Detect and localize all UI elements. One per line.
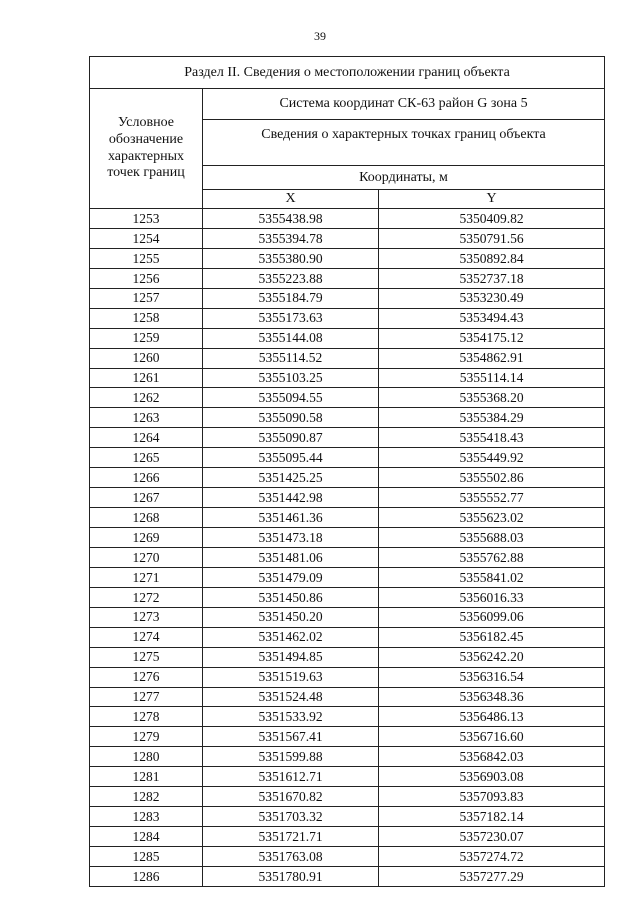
point-id-cell: 1269 bbox=[90, 528, 203, 548]
coordinates-header: Координаты, м bbox=[203, 166, 605, 190]
section-title: Раздел II. Сведения о местоположении границ объекта bbox=[90, 57, 605, 89]
table-row bbox=[90, 488, 605, 508]
table-row bbox=[90, 727, 605, 747]
y-coordinate-cell: 5355502.86 bbox=[379, 468, 605, 488]
point-id-cell: 1256 bbox=[90, 268, 203, 288]
y-coordinate-cell: 5356486.13 bbox=[379, 707, 605, 727]
point-label-header: Условное обозначение характерных точек границ bbox=[90, 89, 203, 209]
x-coordinate-cell: 5351703.32 bbox=[203, 807, 379, 827]
point-id-cell: 1253 bbox=[90, 209, 203, 229]
point-id-cell: 1262 bbox=[90, 388, 203, 408]
point-id-cell: 1271 bbox=[90, 567, 203, 587]
y-coordinate-cell: 5356842.03 bbox=[379, 747, 605, 767]
point-id-cell: 1280 bbox=[90, 747, 203, 767]
table-row bbox=[90, 428, 605, 448]
table-row bbox=[90, 627, 605, 647]
y-coordinate-cell: 5356182.45 bbox=[379, 627, 605, 647]
y-coordinate-cell: 5353230.49 bbox=[379, 288, 605, 308]
point-id-cell: 1286 bbox=[90, 866, 203, 886]
x-coordinate-cell: 5351780.91 bbox=[203, 866, 379, 886]
y-coordinate-cell: 5350892.84 bbox=[379, 248, 605, 268]
x-coordinate-cell: 5355095.44 bbox=[203, 448, 379, 468]
y-coordinate-cell: 5354862.91 bbox=[379, 348, 605, 368]
x-coordinate-cell: 5351462.02 bbox=[203, 627, 379, 647]
x-coordinate-cell: 5355438.98 bbox=[203, 209, 379, 229]
y-coordinate-cell: 5356016.33 bbox=[379, 587, 605, 607]
y-coordinate-cell: 5357230.07 bbox=[379, 827, 605, 847]
x-coordinate-cell: 5355223.88 bbox=[203, 268, 379, 288]
x-coordinate-cell: 5355380.90 bbox=[203, 248, 379, 268]
x-coordinate-cell: 5351461.36 bbox=[203, 508, 379, 528]
coordinates-table bbox=[89, 56, 605, 887]
x-coordinate-cell: 5351442.98 bbox=[203, 488, 379, 508]
y-coordinate-cell: 5355623.02 bbox=[379, 508, 605, 528]
boundary-points-info-header: Сведения о характерных точках границ объекта bbox=[203, 120, 605, 166]
point-id-cell: 1279 bbox=[90, 727, 203, 747]
y-coordinate-cell: 5355384.29 bbox=[379, 408, 605, 428]
table-row bbox=[90, 647, 605, 667]
point-id-cell: 1281 bbox=[90, 767, 203, 787]
table-row bbox=[90, 448, 605, 468]
table-row bbox=[90, 547, 605, 567]
point-id-cell: 1267 bbox=[90, 488, 203, 508]
table-row bbox=[90, 508, 605, 528]
x-coordinate-cell: 5355173.63 bbox=[203, 308, 379, 328]
x-coordinate-cell: 5351481.06 bbox=[203, 547, 379, 567]
table-row bbox=[90, 827, 605, 847]
table-row bbox=[90, 468, 605, 488]
page-number: 39 bbox=[314, 29, 326, 43]
x-coordinate-cell: 5351519.63 bbox=[203, 667, 379, 687]
point-id-cell: 1258 bbox=[90, 308, 203, 328]
y-coordinate-cell: 5355114.14 bbox=[379, 368, 605, 388]
coordinate-system-header: Система координат СК-63 район G зона 5 bbox=[203, 89, 605, 120]
point-id-cell: 1283 bbox=[90, 807, 203, 827]
point-id-cell: 1275 bbox=[90, 647, 203, 667]
x-coordinate-cell: 5351425.25 bbox=[203, 468, 379, 488]
table-row bbox=[90, 348, 605, 368]
point-id-cell: 1265 bbox=[90, 448, 203, 468]
table-header bbox=[90, 57, 605, 209]
table-row bbox=[90, 767, 605, 787]
x-coordinate-cell: 5351479.09 bbox=[203, 567, 379, 587]
point-id-cell: 1268 bbox=[90, 508, 203, 528]
point-id-cell: 1255 bbox=[90, 248, 203, 268]
table-row bbox=[90, 368, 605, 388]
table-row bbox=[90, 747, 605, 767]
point-id-cell: 1254 bbox=[90, 228, 203, 248]
point-id-cell: 1270 bbox=[90, 547, 203, 567]
table-row bbox=[90, 408, 605, 428]
table-row bbox=[90, 687, 605, 707]
y-coordinate-cell: 5355762.88 bbox=[379, 547, 605, 567]
y-coordinate-cell: 5355418.43 bbox=[379, 428, 605, 448]
y-coordinate-cell: 5356316.54 bbox=[379, 667, 605, 687]
table-row bbox=[90, 288, 605, 308]
table-row bbox=[90, 587, 605, 607]
point-id-cell: 1272 bbox=[90, 587, 203, 607]
y-coordinate-cell: 5352737.18 bbox=[379, 268, 605, 288]
y-coordinate-cell: 5355841.02 bbox=[379, 567, 605, 587]
y-coordinate-cell: 5353494.43 bbox=[379, 308, 605, 328]
point-id-cell: 1257 bbox=[90, 288, 203, 308]
point-id-cell: 1273 bbox=[90, 607, 203, 627]
table-row bbox=[90, 847, 605, 867]
x-coordinate-cell: 5351450.20 bbox=[203, 607, 379, 627]
table-row bbox=[90, 228, 605, 248]
y-coordinate-cell: 5355368.20 bbox=[379, 388, 605, 408]
point-id-cell: 1277 bbox=[90, 687, 203, 707]
table-row bbox=[90, 866, 605, 886]
x-coordinate-cell: 5355103.25 bbox=[203, 368, 379, 388]
point-id-cell: 1260 bbox=[90, 348, 203, 368]
x-coordinate-cell: 5351533.92 bbox=[203, 707, 379, 727]
x-coordinate-cell: 5351494.85 bbox=[203, 647, 379, 667]
x-coordinate-cell: 5355144.08 bbox=[203, 328, 379, 348]
table-row bbox=[90, 388, 605, 408]
y-coordinate-cell: 5355688.03 bbox=[379, 528, 605, 548]
x-coordinate-cell: 5355394.78 bbox=[203, 228, 379, 248]
x-coordinate-cell: 5351721.71 bbox=[203, 827, 379, 847]
y-coordinate-cell: 5357274.72 bbox=[379, 847, 605, 867]
y-coordinate-cell: 5357277.29 bbox=[379, 866, 605, 886]
point-id-cell: 1266 bbox=[90, 468, 203, 488]
point-id-cell: 1261 bbox=[90, 368, 203, 388]
table-body bbox=[90, 209, 605, 887]
y-coordinate-cell: 5354175.12 bbox=[379, 328, 605, 348]
y-coordinate-cell: 5355552.77 bbox=[379, 488, 605, 508]
table-row bbox=[90, 667, 605, 687]
table-row bbox=[90, 209, 605, 229]
point-id-cell: 1259 bbox=[90, 328, 203, 348]
point-id-cell: 1263 bbox=[90, 408, 203, 428]
x-coordinate-cell: 5355090.58 bbox=[203, 408, 379, 428]
y-coordinate-cell: 5356242.20 bbox=[379, 647, 605, 667]
table-row bbox=[90, 787, 605, 807]
y-coordinate-cell: 5356716.60 bbox=[379, 727, 605, 747]
x-coordinate-cell: 5355094.55 bbox=[203, 388, 379, 408]
point-id-cell: 1264 bbox=[90, 428, 203, 448]
y-coordinate-cell: 5350409.82 bbox=[379, 209, 605, 229]
x-coordinate-cell: 5351524.48 bbox=[203, 687, 379, 707]
y-coordinate-cell: 5356099.06 bbox=[379, 607, 605, 627]
y-coordinate-cell: 5356903.08 bbox=[379, 767, 605, 787]
table-row bbox=[90, 328, 605, 348]
table-row bbox=[90, 807, 605, 827]
table-row bbox=[90, 607, 605, 627]
x-column-header: X bbox=[203, 190, 379, 209]
y-coordinate-cell: 5350791.56 bbox=[379, 228, 605, 248]
point-id-cell: 1284 bbox=[90, 827, 203, 847]
point-id-cell: 1274 bbox=[90, 627, 203, 647]
x-coordinate-cell: 5355114.52 bbox=[203, 348, 379, 368]
point-id-cell: 1285 bbox=[90, 847, 203, 867]
x-coordinate-cell: 5355184.79 bbox=[203, 288, 379, 308]
table-row bbox=[90, 567, 605, 587]
y-coordinate-cell: 5355449.92 bbox=[379, 448, 605, 468]
y-coordinate-cell: 5356348.36 bbox=[379, 687, 605, 707]
y-coordinate-cell: 5357093.83 bbox=[379, 787, 605, 807]
x-coordinate-cell: 5351670.82 bbox=[203, 787, 379, 807]
x-coordinate-cell: 5351473.18 bbox=[203, 528, 379, 548]
table-row bbox=[90, 528, 605, 548]
table-row bbox=[90, 268, 605, 288]
table-row bbox=[90, 248, 605, 268]
x-coordinate-cell: 5351567.41 bbox=[203, 727, 379, 747]
x-coordinate-cell: 5351599.88 bbox=[203, 747, 379, 767]
x-coordinate-cell: 5351450.86 bbox=[203, 587, 379, 607]
x-coordinate-cell: 5355090.87 bbox=[203, 428, 379, 448]
point-id-cell: 1282 bbox=[90, 787, 203, 807]
x-coordinate-cell: 5351612.71 bbox=[203, 767, 379, 787]
x-coordinate-cell: 5351763.08 bbox=[203, 847, 379, 867]
y-coordinate-cell: 5357182.14 bbox=[379, 807, 605, 827]
table-row bbox=[90, 707, 605, 727]
y-column-header: Y bbox=[379, 190, 605, 209]
table-row bbox=[90, 308, 605, 328]
point-id-cell: 1276 bbox=[90, 667, 203, 687]
point-id-cell: 1278 bbox=[90, 707, 203, 727]
